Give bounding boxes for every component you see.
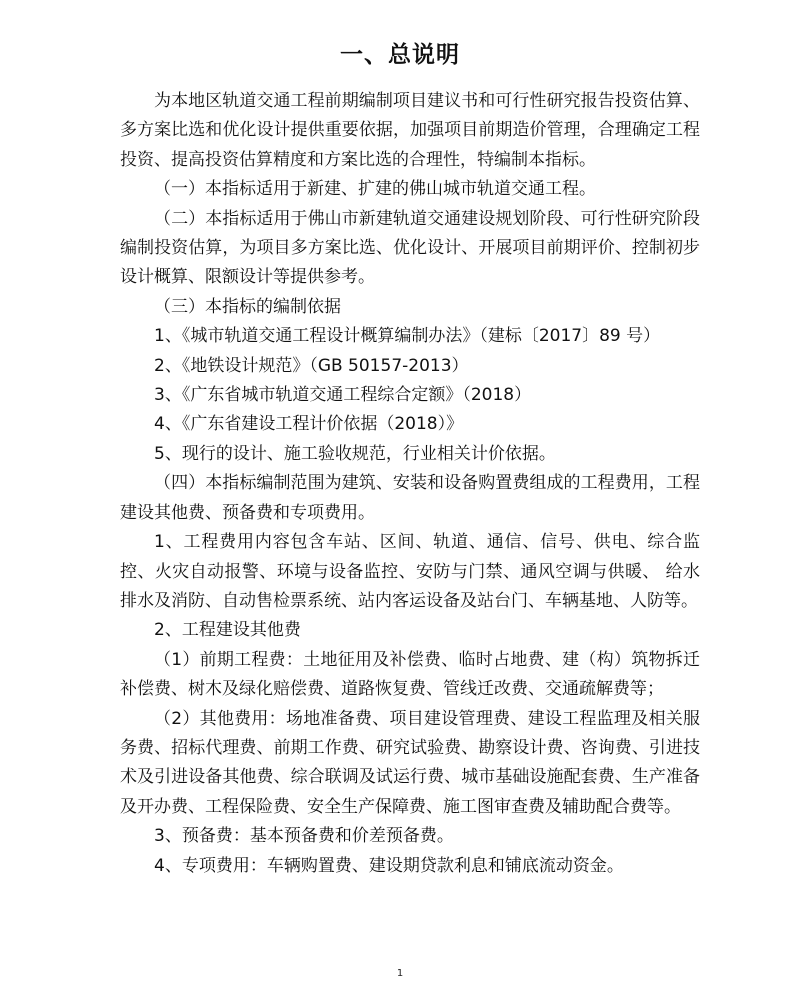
basis-item-4: 4、《广东省建设工程计价依据（2018）》	[154, 414, 464, 435]
scope-item-2: 2、工程建设其他费	[154, 620, 301, 641]
intro-paragraph: 为本地区轨道交通工程前期编制项目建议书和可行性研究报告投资估算、多方案比选和优化设计提供重要依据，加强项目前期造价管理，合理确定工程投资、提高投资估算精度和方案比选的合理性，特编制本指标。	[120, 91, 700, 170]
page-title: 一、总说明	[340, 42, 460, 68]
section-4-paragraph: （四）本指标编制范围为建筑、安装和设备购置费组成的工程费用，工程建设其他费、预备费和专项费用。	[120, 473, 700, 523]
basis-item-3: 3、《广东省城市轨道交通工程综合定额》（2018）	[154, 385, 532, 406]
scope-subitem-2: （2）其他费用：场地准备费、项目建设管理费、建设工程监理及相关服务费、招标代理费、前期工作费、研究试验费、勘察设计费、咨询费、引进技术及引进设备其他费、综合联调及试运行费、城市基础设施配套费、生产准备及开办费、工程保险费、安全生产保障费、施工图审查费及辅助配合费等。	[120, 708, 700, 817]
scope-item-4: 4、专项费用：车辆购置费、建设期贷款利息和铺底流动资金。	[154, 855, 624, 876]
section-3-heading: （三）本指标的编制依据	[154, 296, 341, 317]
basis-item-1: 1、《城市轨道交通工程设计概算编制办法》（建标〔2017〕89 号）	[154, 326, 661, 347]
basis-item-2: 2、《地铁设计规范》（GB 50157-2013）	[154, 355, 469, 376]
scope-subitem-1: （1）前期工程费：土地征用及补偿费、临时占地费、建（构）筑物拆迁补偿费、树木及绿化赔偿费、道路恢复费、管线迁改费、交通疏解费等；	[120, 649, 700, 700]
body-text	[120, 87, 700, 881]
basis-item-5: 5、现行的设计、施工验收规范，行业相关计价依据。	[154, 443, 556, 464]
scope-item-3: 3、预备费：基本预备费和价差预备费。	[154, 826, 454, 847]
section-2-paragraph: （二）本指标适用于佛山市新建轨道交通建设规划阶段、可行性研究阶段编制投资估算，为项目多方案比选、优化设计、开展项目前期评价、控制初步设计概算、限额设计等提供参考。	[120, 208, 700, 288]
section-1-paragraph: （一）本指标适用于新建、扩建的佛山城市轨道交通工程。	[154, 179, 596, 200]
scope-item-1: 1、工程费用内容包含车站、区间、轨道、通信、信号、供电、综合监控、火灾自动报警、环境与设备监控、安防与门禁、通风空调与供暖、 给水排水及消防、自动售检票系统、站内客运设备及站台门、车辆基地、人防等。	[120, 532, 700, 611]
page-number: 1	[396, 968, 404, 979]
